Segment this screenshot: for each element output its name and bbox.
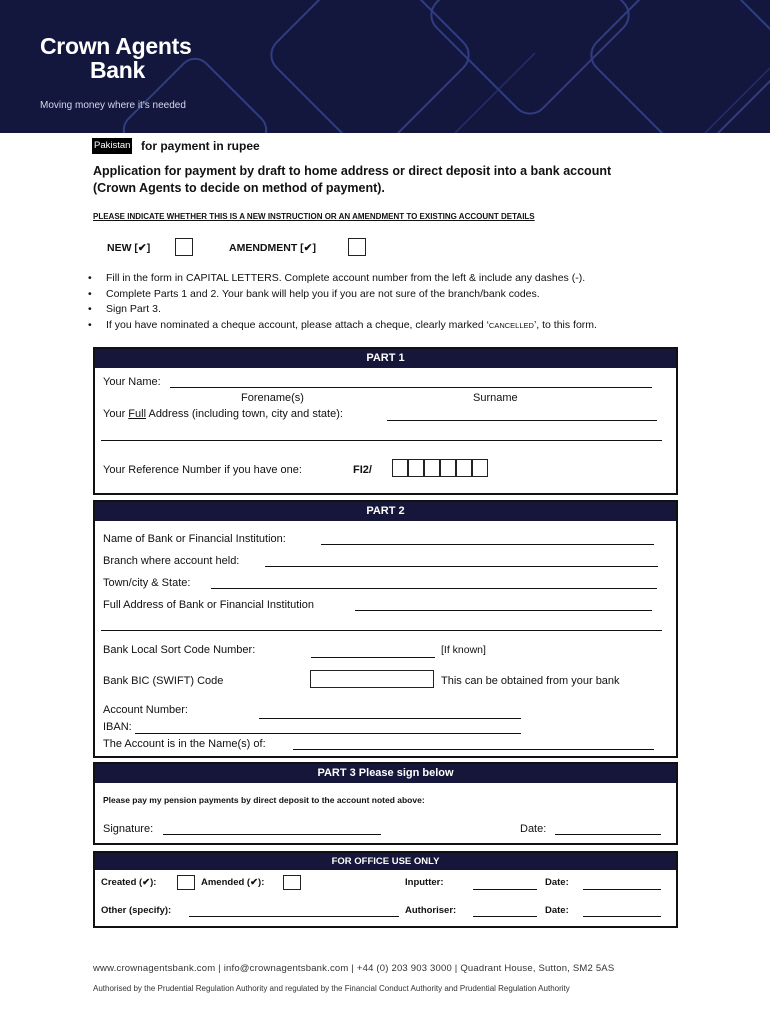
other-specify-label: Other (specify):: [101, 905, 172, 916]
instruction-item: [88, 318, 597, 334]
cancelled-mark: CANCELLED: [488, 320, 534, 330]
office-use-section: [93, 851, 678, 928]
reference-digit-box[interactable]: [424, 459, 440, 477]
account-name-field[interactable]: [293, 749, 654, 750]
brand-tagline: Moving money where it's needed: [40, 100, 186, 111]
form-title-line2: (Crown Agents to decide on method of payment).: [93, 181, 385, 195]
reference-digit-box[interactable]: [392, 459, 408, 477]
office-amended-label: Amended (✔):: [201, 877, 265, 888]
part1-section: [93, 347, 678, 495]
other-specify-field[interactable]: [189, 916, 399, 917]
surname-caption: Surname: [473, 392, 518, 404]
address-full-emphasis: Full: [128, 408, 147, 420]
authoriser-field[interactable]: [473, 916, 537, 917]
reference-prefix: FI2/: [353, 464, 372, 476]
office-created-checkbox[interactable]: [177, 875, 195, 890]
inputter-field[interactable]: [473, 889, 537, 890]
iban-field[interactable]: [135, 733, 521, 734]
part2-heading: PART 2: [95, 502, 676, 521]
reference-digit-box[interactable]: [456, 459, 472, 477]
office-date-label: Date:: [545, 877, 569, 888]
signature-label: Signature:: [103, 823, 154, 835]
signature-field[interactable]: [163, 834, 381, 835]
inputter-label: Inputter:: [405, 877, 444, 888]
instruction-text: If you have nominated a cheque account, please attach a cheque, clearly marked ‘: [106, 318, 489, 331]
your-name-field[interactable]: [170, 387, 652, 388]
footer-regulation: Authorised by the Prudential Regulation Authority and regulated by the Financial Conduct Authority and Prudential Regulation Authority: [93, 984, 570, 993]
forename-caption: Forename(s): [241, 392, 304, 404]
town-field[interactable]: [211, 588, 657, 589]
footer-contact: www.crownagentsbank.com | info@crownagentsbank.com | +44 (0) 203 903 3000 | Quadrant House, Sutton, SM2 5AS: [93, 963, 615, 974]
address-field-line2[interactable]: [101, 440, 662, 441]
authoriser-label: Authoriser:: [405, 905, 457, 916]
bic-note: This can be obtained from your bank: [441, 675, 620, 687]
branch-field[interactable]: [265, 566, 658, 567]
account-number-label: Account Number:: [103, 704, 188, 716]
part2-section: [93, 500, 678, 758]
account-name-label: The Account is in the Name(s) of:: [103, 738, 266, 750]
reference-number-boxes[interactable]: [392, 459, 488, 477]
bank-address-field-line2[interactable]: [101, 630, 662, 631]
instruction-item: • Sign Part 3.: [88, 302, 597, 318]
indicate-note: PLEASE INDICATE WHETHER THIS IS A NEW INSTRUCTION OR AN AMENDMENT TO EXISTING ACCOUNT DETAILS: [93, 212, 535, 221]
bank-name-field[interactable]: [321, 544, 654, 545]
part3-instruction: Please pay my pension payments by direct deposit to the account noted above:: [103, 795, 425, 805]
form-title-line1: Application for payment by draft to home address or direct deposit into a bank account: [93, 164, 612, 178]
amendment-checkbox[interactable]: [348, 238, 366, 256]
sort-code-field[interactable]: [311, 657, 435, 658]
office-use-heading: FOR OFFICE USE ONLY: [95, 853, 676, 870]
address-text: Address (including town, city and state):: [146, 408, 343, 420]
bank-address-field[interactable]: [355, 610, 652, 611]
reference-digit-box[interactable]: [472, 459, 488, 477]
part3-date-field[interactable]: [555, 834, 661, 835]
office-amended-checkbox[interactable]: [283, 875, 301, 890]
iban-label: IBAN:: [103, 721, 132, 733]
instruction-text: ’, to this form.: [533, 318, 597, 331]
address-text: Your: [103, 408, 129, 420]
new-instruction-checkbox[interactable]: [175, 238, 193, 256]
instruction-item: • Complete Parts 1 and 2. Your bank will help you if you are not sure of the branch/bank codes.: [88, 287, 597, 303]
office-date-field[interactable]: [583, 889, 661, 890]
office-created-label: Created (✔):: [101, 877, 157, 888]
address-label: [103, 407, 343, 421]
reference-label: Your Reference Number if you have one:: [103, 464, 302, 476]
part3-section: [93, 762, 678, 845]
instructions-list: [88, 271, 597, 333]
bank-address-label: Full Address of Bank or Financial Institution: [103, 599, 314, 611]
your-name-label: Your Name:: [103, 376, 161, 388]
branch-label: Branch where account held:: [103, 555, 240, 567]
page-header: [0, 0, 770, 133]
bank-name-label: Name of Bank or Financial Institution:: [103, 533, 286, 545]
brand-logo: [40, 34, 191, 82]
reference-digit-box[interactable]: [408, 459, 424, 477]
instruction-item: • Fill in the form in CAPITAL LETTERS. Complete account number from the left & include any dashes (-).: [88, 271, 597, 287]
reference-digit-box[interactable]: [440, 459, 456, 477]
address-field[interactable]: [387, 420, 657, 421]
office-date2-label: Date:: [545, 905, 569, 916]
part1-heading: PART 1: [95, 349, 676, 368]
part3-heading: PART 3 Please sign below: [95, 764, 676, 783]
account-number-field[interactable]: [259, 718, 521, 719]
form-title: [93, 163, 693, 197]
office-date2-field[interactable]: [583, 916, 661, 917]
brand-name-line2: Bank: [90, 57, 146, 83]
part3-date-label: Date:: [520, 823, 547, 835]
bic-field[interactable]: [310, 670, 434, 688]
bic-label: Bank BIC (SWIFT) Code: [103, 675, 224, 687]
new-instruction-label: NEW [✔]: [107, 242, 151, 254]
payment-currency: for payment in rupee: [141, 139, 260, 153]
country-label: Pakistan: [92, 138, 132, 154]
sort-code-label: Bank Local Sort Code Number:: [103, 644, 256, 656]
brand-name-line1: Crown Agents: [40, 33, 192, 59]
sort-code-if-known: [If known]: [441, 644, 486, 656]
town-label: Town/city & State:: [103, 577, 191, 589]
amendment-label: AMENDMENT [✔]: [229, 242, 316, 254]
